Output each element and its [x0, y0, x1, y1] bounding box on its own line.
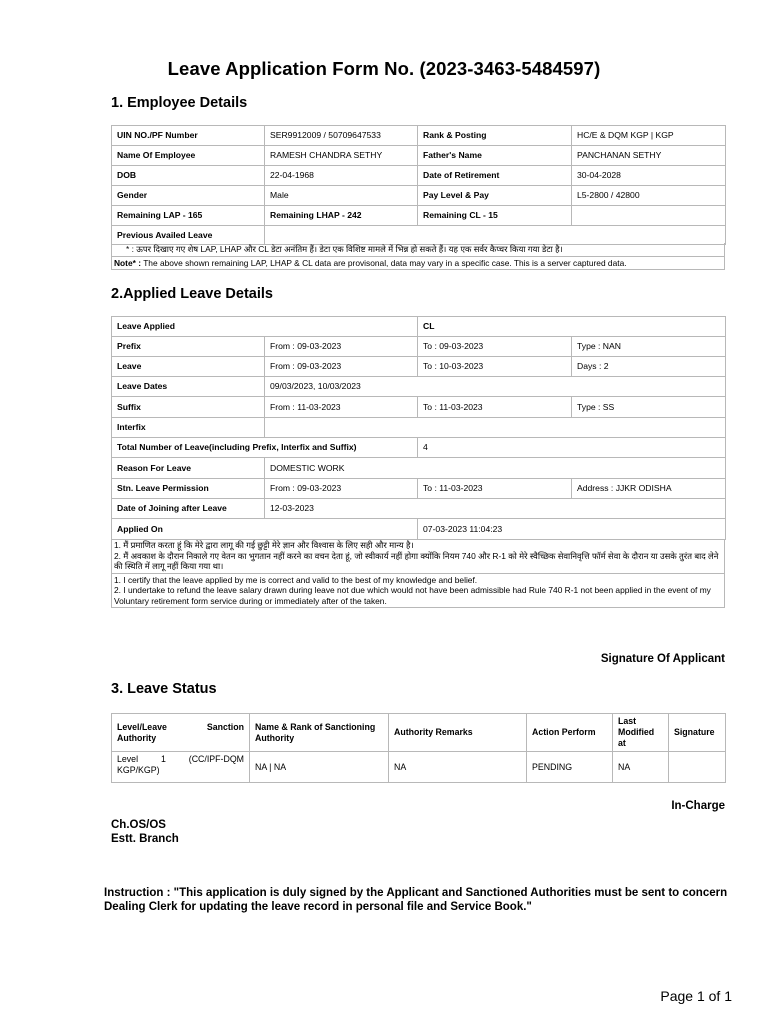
- stn-to: To : 11-03-2023: [418, 479, 572, 499]
- leave-to: To : 10-03-2023: [418, 357, 572, 377]
- suffix-from: From : 11-03-2023: [265, 397, 418, 418]
- employee-details-table: [111, 125, 726, 245]
- leave-dates-label: Leave Dates: [112, 377, 265, 397]
- prefix-to: To : 09-03-2023: [418, 337, 572, 357]
- declaration-english: [112, 573, 724, 608]
- remaining-lhap: Remaining LHAP - 242: [265, 206, 418, 226]
- employee-notes: [111, 243, 725, 270]
- declaration-english-2: 2. I undertake to refund the leave salary drawn during leave not due which would not have been admissible had Rule 740 R-1 not been applied in the event of my Voluntary retirement form service during or immediately after of the taken.: [114, 585, 711, 606]
- leave-from: From : 09-03-2023: [265, 357, 418, 377]
- rank-value: HC/E & DQM KGP | KGP: [572, 126, 726, 146]
- uin-label: UIN NO./PF Number: [112, 126, 265, 146]
- reason-label: Reason For Leave: [112, 458, 265, 479]
- employee-details-heading: 1. Employee Details: [111, 95, 248, 111]
- leave-label: Leave: [112, 357, 265, 377]
- applied-on-value: 07-03-2023 11:04:23: [418, 519, 726, 540]
- leave-dates-value: 09/03/2023, 10/03/2023: [265, 377, 726, 397]
- suffix-label: Suffix: [112, 397, 265, 418]
- remaining-empty: [572, 206, 726, 226]
- note-label: Note* :: [114, 257, 141, 268]
- remaining-cl: Remaining CL - 15: [418, 206, 572, 226]
- instruction-text: Instruction : "This application is duly signed by the Applicant and Sanctioned Authorities must be sent to concern Dealing Clerk for updating the leave record in personal file and Service Book.": [104, 887, 728, 913]
- gender-value: Male: [265, 186, 418, 206]
- total-leave-value: 4: [418, 438, 726, 458]
- row-signature: [669, 752, 726, 783]
- applied-leave-table: [111, 316, 726, 540]
- employee-name-label: Name Of Employee: [112, 146, 265, 166]
- col-action: Action Perform: [527, 714, 613, 752]
- reason-value: DOMESTIC WORK: [265, 458, 726, 479]
- leave-applied-value: CL: [418, 317, 726, 337]
- gender-label: Gender: [112, 186, 265, 206]
- note-english: [112, 256, 724, 270]
- father-name-label: Father's Name: [418, 146, 572, 166]
- col-modified: Last Modified at: [613, 714, 669, 752]
- note-hindi: * : ऊपर दिखाए गए शेष LAP, LHAP और CL डेटा अनंतिम हैं। डेटा एक विशिष्ट मामले में भिन्न हो सकते हैं। यह एक सर्वर कैप्चर किया गया डेटा है।: [126, 244, 563, 254]
- suffix-type: Type : SS: [572, 397, 726, 418]
- retirement-label: Date of Retirement: [418, 166, 572, 186]
- applied-on-label: Applied On: [112, 519, 418, 540]
- col-remarks: Authority Remarks: [389, 714, 527, 752]
- note-text: The above shown remaining LAP, LHAP & CL data are provisonal, data may vary in a specific case. This is a server captured data.: [143, 257, 627, 268]
- uin-value: SER9912009 / 50709647533: [265, 126, 418, 146]
- previous-leave-label: Previous Availed Leave: [112, 226, 265, 245]
- prefix-type: Type : NAN: [572, 337, 726, 357]
- row-modified: NA: [613, 752, 669, 783]
- col-signature: Signature: [669, 714, 726, 752]
- joining-label: Date of Joining after Leave: [112, 499, 265, 519]
- table-row: [112, 752, 726, 783]
- row-level: [112, 752, 250, 783]
- stn-from: From : 09-03-2023: [265, 479, 418, 499]
- col-level-text: Level/Leave Sanction Authority: [117, 721, 244, 743]
- form-title: Leave Application Form No. (2023-3463-5484597): [167, 58, 601, 79]
- joining-value: 12-03-2023: [265, 499, 726, 519]
- employee-name-value: RAMESH CHANDRA SETHY: [265, 146, 418, 166]
- col-level: [112, 714, 250, 752]
- father-name-value: PANCHANAN SETHY: [572, 146, 726, 166]
- in-charge-label: In-Charge: [671, 800, 725, 812]
- row-level-text: Level 1 (CC/IPF-DQM KGP/KGP): [117, 754, 244, 775]
- remaining-lap: Remaining LAP - 165: [112, 206, 265, 226]
- col-name-rank: Name & Rank of Sanctioning Authority: [250, 714, 389, 752]
- pay-value: L5-2800 / 42800: [572, 186, 726, 206]
- dob-label: DOB: [112, 166, 265, 186]
- row-remarks: NA: [389, 752, 527, 783]
- suffix-to: To : 11-03-2023: [418, 397, 572, 418]
- stn-permission-label: Stn. Leave Permission: [112, 479, 265, 499]
- declarations: [111, 539, 725, 608]
- declaration-english-1: 1. I certify that the leave applied by me is correct and valid to the best of my knowledge and belief.: [114, 574, 478, 585]
- rank-label: Rank & Posting: [418, 126, 572, 146]
- applied-leave-heading: 2.Applied Leave Details: [111, 286, 273, 302]
- stn-address: Address : JJKR ODISHA: [572, 479, 726, 499]
- page-number: Page 1 of 1: [660, 988, 732, 1004]
- previous-leave-value: [265, 226, 726, 245]
- declaration-hindi-1: 1. मैं प्रमाणित करता हूं कि मेरे द्वारा लागू की गई छुट्टी मेरे ज्ञान और विश्वास के लिए सही और मान्य है।: [114, 540, 414, 550]
- row-name-rank: NA | NA: [250, 752, 389, 783]
- leave-status-heading: 3. Leave Status: [111, 681, 217, 697]
- row-action: PENDING: [527, 752, 613, 783]
- prefix-label: Prefix: [112, 337, 265, 357]
- declaration-hindi-2: 2. मैं अवकाश के दौरान निकाले गए वेतन का भुगतान नहीं करने का वचन देता हूं, जो स्वीकार्य नहीं होगा क्योंकि नियम 740 और R-1 को मेरे स्वैच्छिक सेवानिवृत्ति फॉर्म सेवा के दौरान या उसके तुरंत बाद लेने की स्थिति में लागू नहीं किया गया था।: [114, 550, 719, 571]
- interfix-label: Interfix: [112, 418, 265, 438]
- signature-of-applicant: Signature Of Applicant: [600, 653, 725, 665]
- prefix-from: From : 09-03-2023: [265, 337, 418, 357]
- leave-days: Days : 2: [572, 357, 726, 377]
- chos-label: Ch.OS/OS: [111, 819, 166, 831]
- interfix-value: [265, 418, 726, 438]
- dob-value: 22-04-1968: [265, 166, 418, 186]
- retirement-value: 30-04-2028: [572, 166, 726, 186]
- leave-status-table: [111, 713, 726, 783]
- estt-branch-label: Estt. Branch: [111, 833, 179, 845]
- total-leave-label: Total Number of Leave(including Prefix, Interfix and Suffix): [112, 438, 418, 458]
- declaration-hindi: [112, 539, 724, 573]
- leave-applied-label: Leave Applied: [112, 317, 418, 337]
- pay-label: Pay Level & Pay: [418, 186, 572, 206]
